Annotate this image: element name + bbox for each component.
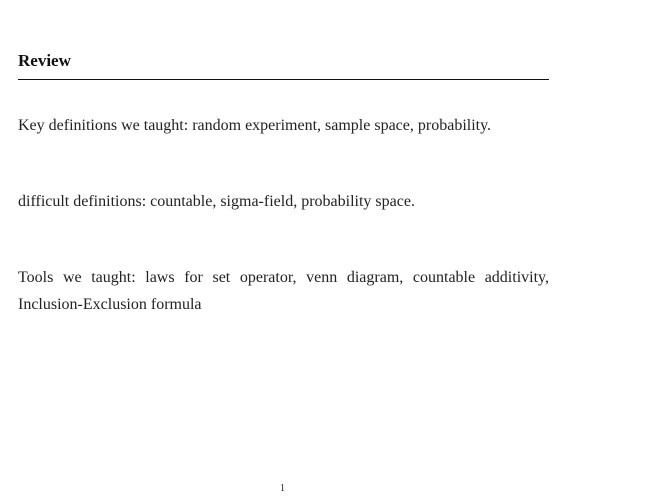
tools-paragraph: Tools we taught: laws for set operator, venn diagram, countable additivity, Inclusion-Exclusion formula xyxy=(18,269,549,313)
page-number: 1 xyxy=(280,483,285,494)
title-underline-divider xyxy=(18,79,549,80)
difficult-definitions-paragraph: difficult definitions: countable, sigma-field, probability space. xyxy=(18,193,415,210)
key-definitions-paragraph: Key definitions we taught: random experiment, sample space, probability. xyxy=(18,117,492,134)
slide-title: Review xyxy=(18,51,71,70)
